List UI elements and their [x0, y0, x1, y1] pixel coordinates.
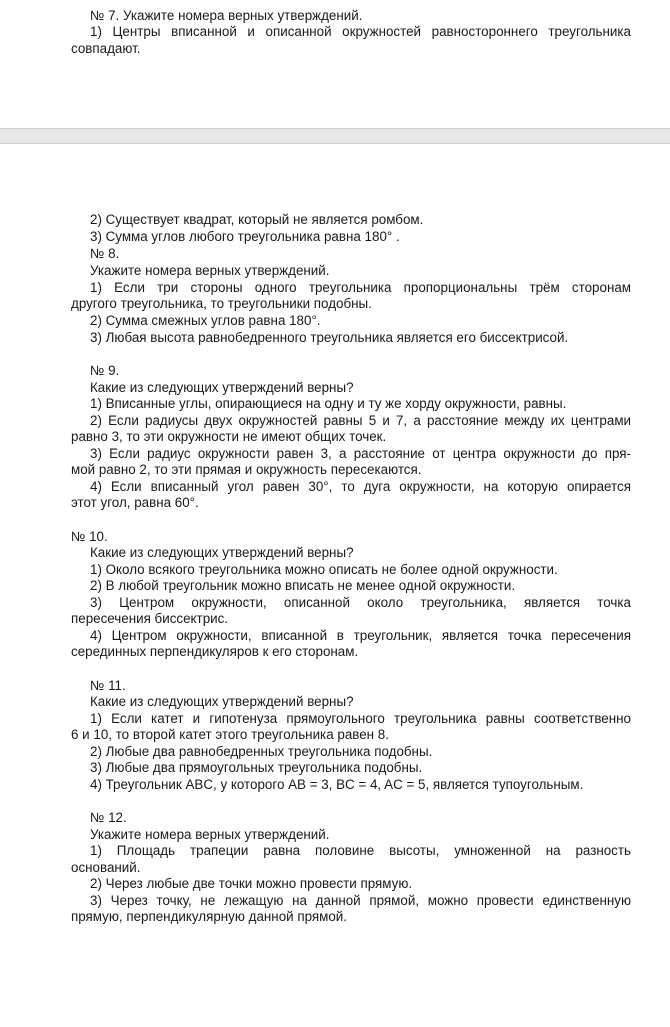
problem-8-heading: № 8.: [90, 246, 120, 261]
problem-11-heading: № 11.: [90, 678, 126, 693]
problem-9-statement-3: 3) Если радиус окружности равен 3, а расстояние от центра окружности до пря-: [90, 446, 631, 461]
problem-9-statement-2-cont: равно 3, то эти окружности не имеют общих точек.: [71, 429, 387, 444]
problem-12-statement-1: 1) Площадь трапеции равна половине высоты, умноженной на разность: [90, 843, 631, 858]
problem-8-statement-1-cont: другого треугольника, то треугольники подобны.: [71, 296, 372, 311]
problem-10-statement-4: 4) Центром окружности, вписанной в треугольник, является точка пересечения: [90, 628, 631, 643]
problem-10-question: Какие из следующих утверждений верны?: [90, 545, 354, 560]
problem-10-statement-3-cont: пересечения биссектрис.: [71, 611, 229, 626]
problem-11-statement-1: 1) Если катет и гипотенуза прямоугольного треугольника равны соответственно: [90, 711, 631, 726]
problem-9-statement-4-cont: этот угол, равна 60°.: [71, 495, 199, 510]
problem-9-heading: № 9.: [90, 363, 120, 378]
problem-9-statement-4: 4) Если вписанный угол равен 30°, то дуга окружности, на которую опирается: [90, 479, 631, 494]
problem-12-heading: № 12.: [90, 810, 127, 825]
problem-11-statement-4: 4) Треугольник ABC, у которого AB = 3, BC = 4, AC = 5, является тупоугольным.: [90, 777, 584, 792]
problem-11-question: Какие из следующих утверждений верны?: [90, 694, 354, 709]
problem-12-question: Укажите номера верных утверждений.: [90, 827, 330, 842]
problem-7-statement-2: 2) Существует квадрат, который не является ромбом.: [90, 212, 424, 227]
problem-7-statement-1: 1) Центры вписанной и описанной окружностей равностороннего треугольника: [90, 24, 631, 39]
problem-11-statement-3: 3) Любые два прямоугольных треугольника подобны.: [90, 760, 423, 775]
problem-8-statement-1: 1) Если три стороны одного треугольника пропорциональны трём сторонам: [90, 280, 631, 295]
problem-8-statement-2: 2) Сумма смежных углов равна 180°.: [90, 313, 321, 328]
problem-9-question: Какие из следующих утверждений верны?: [90, 380, 354, 395]
problem-7-heading: № 7. Укажите номера верных утверждений.: [90, 8, 363, 23]
problem-9-statement-3-cont: мой равно 2, то эти прямая и окружность пересекаются.: [71, 462, 422, 477]
problem-8-question: Укажите номера верных утверждений.: [90, 263, 330, 278]
problem-12-statement-1-cont: оснований.: [71, 860, 141, 875]
problem-7-statement-1-cont: совпадают.: [71, 41, 141, 56]
problem-10-statement-1: 1) Около всякого треугольника можно описать не более одной окружности.: [90, 562, 558, 577]
problem-12-statement-3-cont: прямую, перпендикулярную данной прямой.: [71, 909, 347, 924]
page-break-divider: [0, 128, 670, 144]
problem-8-statement-3: 3) Любая высота равнобедренного треугольника является его биссектрисой.: [90, 330, 569, 345]
problem-9-statement-1: 1) Вписанные углы, опирающиеся на одну и ту же хорду окружности, равны.: [90, 396, 567, 411]
problem-11-statement-1-cont: 6 и 10, то второй катет этого треугольника равен 8.: [71, 727, 389, 742]
problem-12-statement-3: 3) Через точку, не лежащую на данной прямой, можно провести единственную: [90, 893, 631, 908]
problem-10-statement-3: 3) Центром окружности, описанной около треугольника, является точка: [90, 595, 631, 610]
problem-11-statement-2: 2) Любые два равнобедренных треугольника подобны.: [90, 744, 433, 759]
problem-10-statement-4-cont: серединных перпендикуляров к его сторонам.: [71, 644, 359, 659]
problem-9-statement-2: 2) Если радиусы двух окружностей равны 5 и 7, а расстояние между их центрами: [90, 413, 631, 428]
problem-7-statement-3: 3) Сумма углов любого треугольника равна 180° .: [90, 229, 400, 244]
problem-12-statement-2: 2) Через любые две точки можно провести прямую.: [90, 876, 413, 891]
problem-10-heading: № 10.: [71, 529, 108, 544]
problem-10-statement-2: 2) В любой треугольник можно вписать не менее одной окружности.: [90, 578, 516, 593]
